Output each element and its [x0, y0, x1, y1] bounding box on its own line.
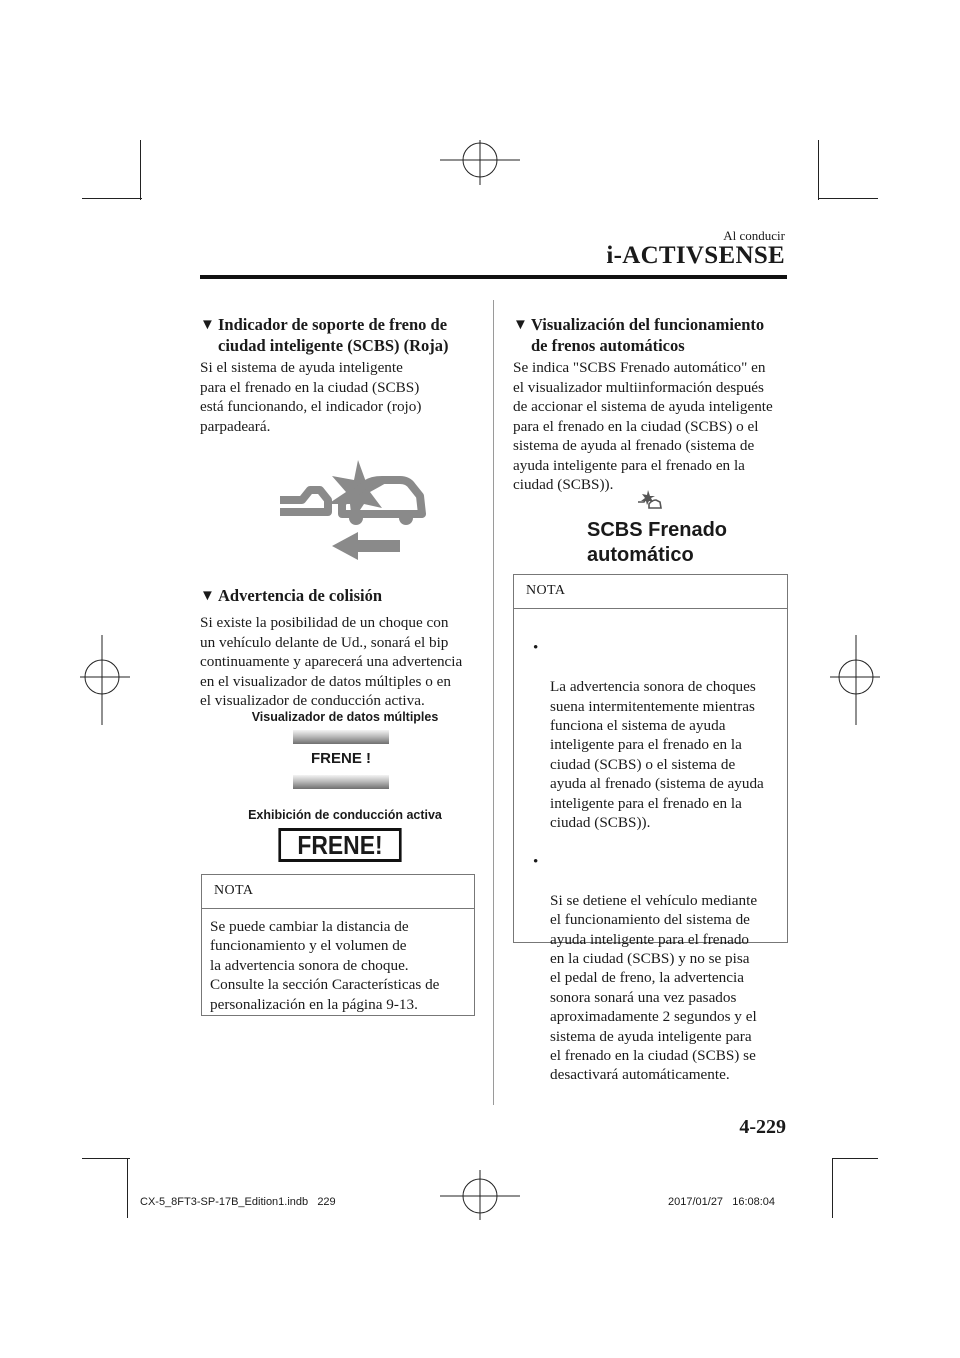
crop-mark — [818, 198, 878, 199]
crop-mark — [832, 1158, 833, 1218]
triangle-icon: ▼ — [200, 317, 215, 333]
crop-mark — [82, 198, 142, 199]
registration-mark-icon — [80, 635, 130, 725]
registration-mark-icon — [440, 140, 520, 200]
display-gradient-bar — [293, 730, 389, 744]
note-bullet-item — [522, 638, 779, 832]
note-bullet-text: La advertencia sonora de choques suena intermitentemente mientras funciona el sistema de ayuda inteligente para el frenado en la ciudad (SCBS) o el sistema de ayuda al frenado (sistema de ayuda inteligente para el frenado en la ciudad (SCBS)). — [550, 678, 764, 832]
note-title: NOTA — [514, 575, 787, 609]
note-box-left — [201, 874, 475, 1016]
chapter-title: Al conducir — [723, 228, 785, 243]
section-title: i-ACTIVSENSE — [606, 242, 785, 269]
crop-mark — [82, 1158, 130, 1159]
crop-mark — [818, 140, 819, 200]
paragraph-auto-brake-display: Se indica "SCBS Frenado automático" en el visualizador multiinformación después de accionar el sistema de ayuda inteligente para el frenado en la ciudad (SCBS) o el sistema de ayuda al frenado (sistema de ayuda inteligente para el frenado en la ciudad (SCBS)). — [513, 359, 773, 493]
note-bullet-text: Si se detiene el vehículo mediante el funcionamiento del sistema de ayuda inteligente para el frenado en la ciudad (SCBS) y no se pisa el pedal de freno, la advertencia sonora sonará una vez pasados aproximadamente 2 segundos y el sistema de ayuda inteligente para el frenado en la ciudad (SCBS) se desactivará automáticamente. — [550, 891, 758, 1084]
crop-mark — [140, 140, 141, 200]
heading-scbs-indicator — [200, 314, 490, 356]
display-gradient-bar — [293, 775, 389, 789]
scbs-frenado-display-text: SCBS Frenado automático — [587, 519, 728, 566]
heading-auto-brake-display — [513, 314, 793, 356]
heading-collision-warning — [200, 585, 490, 606]
frene-active-display-box: FRENE! — [278, 828, 401, 862]
registration-mark-icon — [830, 635, 880, 725]
note-box-right — [513, 574, 788, 1084]
triangle-icon: ▼ — [200, 588, 215, 604]
scbs-small-icon — [636, 490, 662, 510]
heading-text: Advertencia de colisión — [218, 586, 383, 605]
paragraph-scbs-indicator: Si el sistema de ayuda inteligente para el frenado en la ciudad (SCBS) está funcionando, el indicador (rojo) parpadeará. — [200, 359, 422, 435]
bullet-dot: • — [533, 852, 539, 870]
footer-file-info: CX-5_8FT3-SP-17B_Edition1.indb 229 — [140, 1196, 336, 1208]
page-number: 4-229 — [739, 1116, 786, 1138]
scbs-warning-icon — [270, 460, 430, 560]
crop-mark — [127, 1158, 128, 1218]
column-divider — [493, 300, 494, 1105]
triangle-icon: ▼ — [513, 317, 528, 333]
crop-mark — [832, 1158, 878, 1159]
note-list — [514, 609, 787, 1116]
header-rule — [200, 275, 787, 279]
frene-multi-display-text: FRENE ! — [311, 750, 371, 767]
note-bullet-item — [522, 852, 779, 1085]
note-text: Se puede cambiar la distancia de funcionamiento y el volumen de la advertencia sonora de choque. Consulte la sección Características de personalización en la página 9-13. — [210, 918, 440, 1013]
caption-multi-info-display: Visualizador de datos múltiples — [251, 710, 439, 724]
caption-active-driving-display: Exhibición de conducción activa — [248, 808, 442, 822]
registration-mark-icon — [440, 1160, 520, 1220]
note-title: NOTA — [202, 875, 474, 909]
bullet-dot: • — [533, 639, 539, 657]
footer-timestamp: 2017/01/27 16:08:04 — [668, 1196, 776, 1208]
paragraph-collision-warning: Si existe la posibilidad de un choque con un vehículo delante de Ud., sonará el bip continuamente y aparecerá una advertencia en el visualizador de datos múltiples o en el visualizador de conducción activa. — [200, 614, 463, 709]
heading-text: Visualización del funcionamiento de frenos automáticos — [531, 315, 765, 355]
heading-text: Indicador de soporte de freno de ciudad inteligente (SCBS) (Roja) — [218, 315, 449, 355]
